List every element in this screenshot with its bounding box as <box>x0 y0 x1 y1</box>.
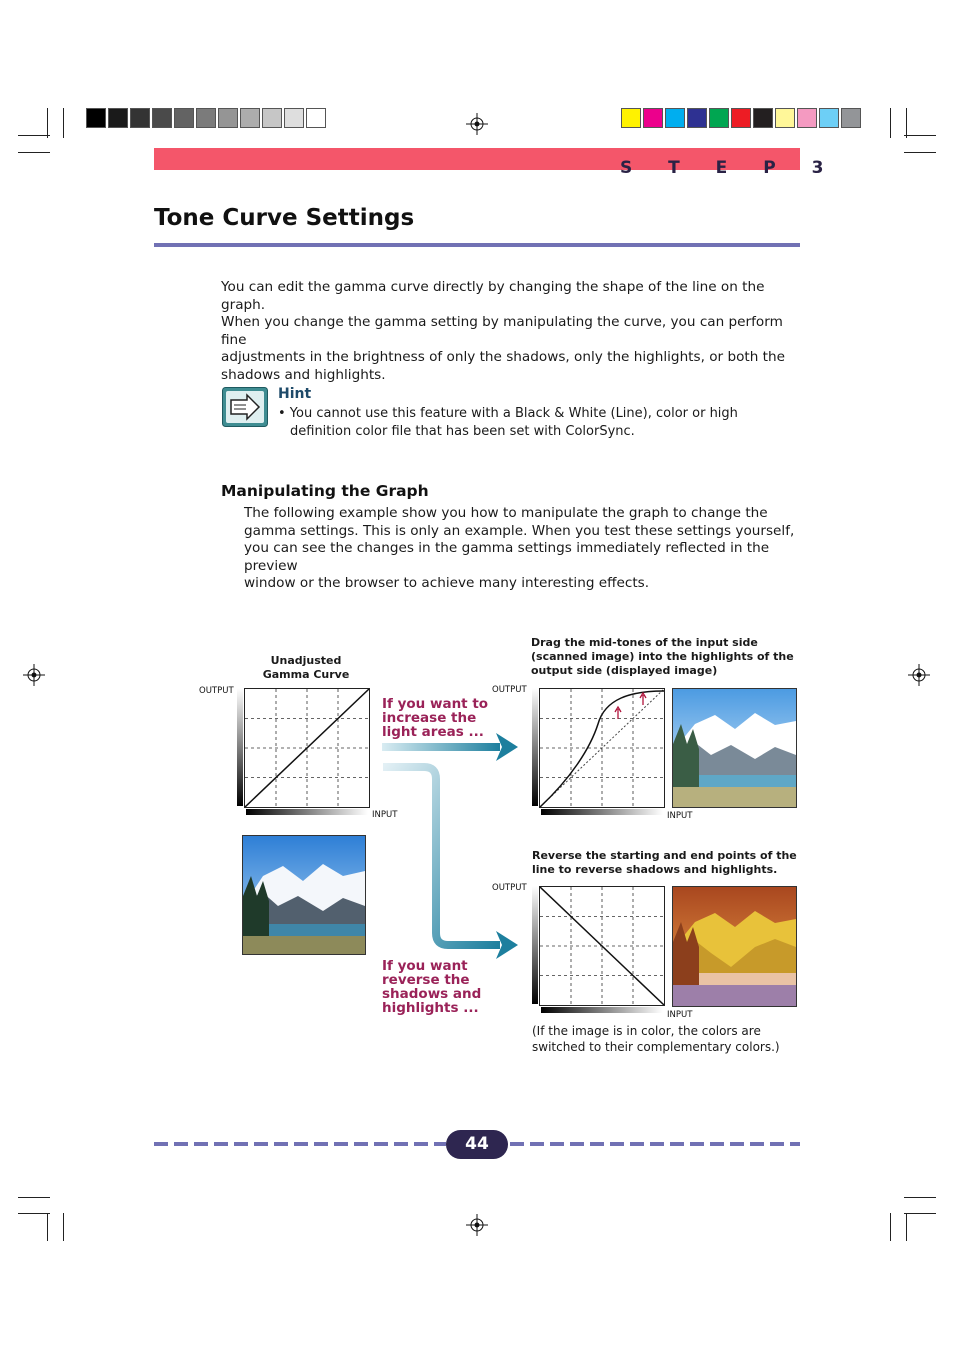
text-line: shadows and <box>382 986 482 1002</box>
text-line: shadows and highlights. <box>221 366 386 383</box>
crop-mark <box>47 1213 48 1241</box>
text-line: line to reverse shadows and highlights. <box>532 863 778 876</box>
input-gradient <box>246 809 368 815</box>
crop-mark <box>904 152 936 153</box>
crop-mark <box>890 108 891 138</box>
crop-mark <box>904 1197 936 1198</box>
reversed-photo <box>672 886 797 1007</box>
input-label: INPUT <box>667 1010 693 1020</box>
title-rule <box>154 243 800 247</box>
text-line: If you want <box>382 958 468 974</box>
crop-mark <box>18 1197 50 1198</box>
intro-paragraph <box>221 279 811 384</box>
hint-icon <box>222 387 268 427</box>
text-line: Gamma Curve <box>262 668 350 681</box>
crop-mark <box>904 135 936 136</box>
text-line: adjustments in the brightness of only the shadows, only the highlights, or both the <box>221 349 785 365</box>
text-line: gamma settings. This is only an example. When you test these settings yourself, <box>244 522 795 539</box>
crop-mark <box>906 108 907 138</box>
page-number: 44 <box>446 1130 508 1159</box>
case2-description <box>532 849 802 877</box>
registration-target-icon <box>466 1214 488 1236</box>
grayscale-bar <box>86 108 328 130</box>
text-line: You can edit the gamma curve directly by changing the shape of the line on the graph. <box>221 279 765 313</box>
input-gradient <box>541 809 663 815</box>
registration-target-icon <box>908 664 930 686</box>
text-line: (If the image is in color, the colors are <box>532 1024 761 1038</box>
output-gradient <box>532 688 538 806</box>
crop-mark <box>904 1213 936 1214</box>
input-label: INPUT <box>372 810 398 820</box>
text-line: definition color file that has been set with ColorSync. <box>290 424 635 439</box>
output-gradient <box>532 886 538 1004</box>
text-line: If you want to <box>382 696 489 712</box>
text-line: increase the <box>382 710 477 726</box>
crop-mark <box>906 1213 907 1241</box>
output-label: OUTPUT <box>199 686 234 696</box>
text-line: you can see the changes in the gamma settings immediately reflected in the preview <box>244 540 770 574</box>
gamma-graph-reversed <box>539 886 665 1006</box>
text-line: highlights ... <box>382 1000 479 1016</box>
step-label: S T E P 3 <box>620 158 839 178</box>
text-line: reverse the <box>382 972 470 988</box>
text-line: Reverse the starting and end points of the <box>532 849 797 862</box>
crop-mark <box>18 152 50 153</box>
registration-target-icon <box>466 113 488 135</box>
crop-mark <box>63 108 64 138</box>
output-label: OUTPUT <box>492 883 527 893</box>
text-line: Unadjusted <box>270 654 342 667</box>
crop-mark <box>18 135 50 136</box>
original-photo <box>242 835 366 955</box>
case2-label <box>382 959 481 1015</box>
input-label: INPUT <box>667 811 693 821</box>
input-gradient <box>541 1007 663 1013</box>
text-line: Drag the mid-tones of the input side <box>531 636 758 649</box>
registration-target-icon <box>23 664 45 686</box>
text-line: The following example show you how to manipulate the graph to change the <box>244 505 768 521</box>
text-line: window or the browser to achieve many interesting effects. <box>244 575 650 591</box>
text-line: • You cannot use this feature with a Black & White (Line), color or high <box>278 406 738 421</box>
text-line: (scanned image) into the highlights of the <box>531 650 794 663</box>
text-line: light areas ... <box>382 724 484 740</box>
color-bar <box>621 108 863 130</box>
gamma-graph-lightened <box>539 688 665 808</box>
case1-description <box>531 636 801 678</box>
text-line: switched to their complementary colors.) <box>532 1040 780 1054</box>
section-paragraph <box>244 505 814 593</box>
section-heading: Manipulating the Graph <box>221 482 429 500</box>
text-line: When you change the gamma setting by manipulating the curve, you can perform fine <box>221 314 783 348</box>
lightened-photo <box>672 688 797 808</box>
output-gradient <box>237 688 243 806</box>
case2-note <box>532 1023 802 1055</box>
crop-mark <box>890 1213 891 1241</box>
output-label: OUTPUT <box>492 685 527 695</box>
hint-heading: Hint <box>278 386 312 402</box>
crop-mark <box>47 108 48 138</box>
hint-text <box>278 405 758 441</box>
gamma-graph-unadjusted <box>244 688 370 808</box>
crop-mark <box>63 1213 64 1241</box>
crop-mark <box>18 1213 50 1214</box>
flow-arrows <box>380 730 525 965</box>
page-title: Tone Curve Settings <box>154 205 415 231</box>
text-line: output side (displayed image) <box>531 664 718 677</box>
unadjusted-caption <box>246 654 366 682</box>
